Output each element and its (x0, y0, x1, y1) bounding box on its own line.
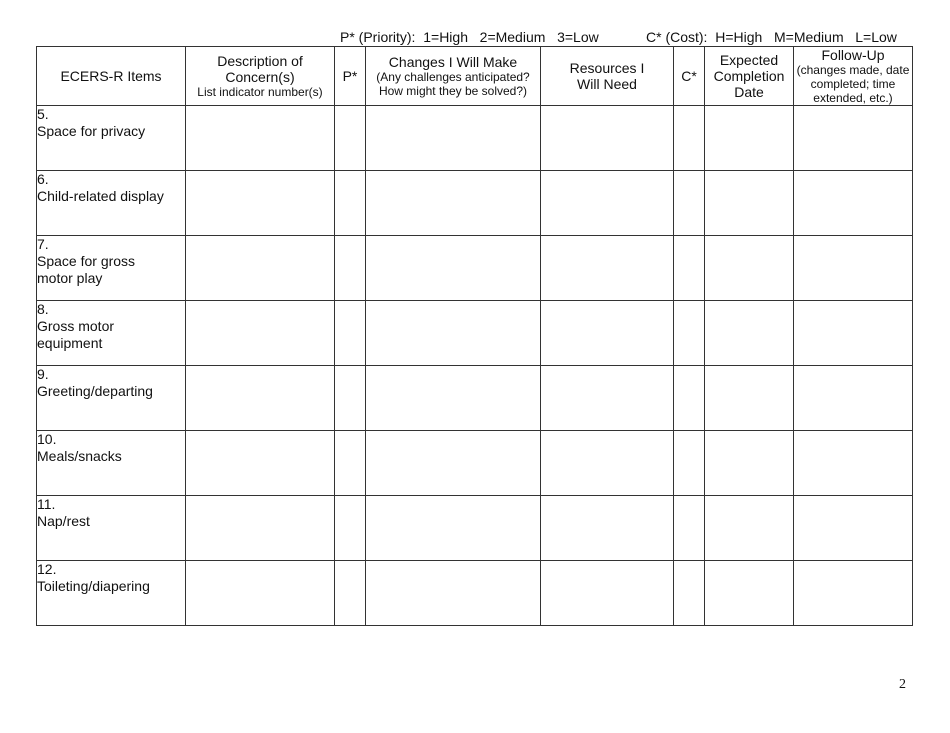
resources-cell[interactable] (541, 301, 674, 366)
table-row (37, 431, 913, 496)
item-cell (37, 366, 186, 431)
priority-cell[interactable] (335, 366, 366, 431)
table-row (37, 561, 913, 626)
completion-date-cell[interactable] (705, 366, 794, 431)
completion-date-cell[interactable] (705, 236, 794, 301)
page-number: 2 (899, 677, 906, 692)
completion-date-cell[interactable] (705, 301, 794, 366)
priority-cell[interactable] (335, 236, 366, 301)
follow-up-cell[interactable] (794, 561, 913, 626)
item-cell (37, 496, 186, 561)
follow-up-cell[interactable] (794, 366, 913, 431)
item-name: Gross motor equipment (37, 318, 115, 351)
item-cell (37, 301, 186, 366)
col-header-description (186, 47, 335, 106)
item-name: Toileting/diapering (37, 578, 150, 594)
priority-legend: P* (Priority): 1=High 2=Medium 3=Low (340, 29, 599, 45)
col-header-label: P* (342, 68, 358, 84)
item-name: Nap/rest (37, 513, 90, 529)
cost-cell[interactable] (674, 561, 705, 626)
header-row (37, 47, 913, 106)
table-row (37, 496, 913, 561)
item-number: 12. (37, 561, 57, 577)
follow-up-cell[interactable] (794, 431, 913, 496)
table-row (37, 236, 913, 301)
item-cell (37, 236, 186, 301)
cost-cell[interactable] (674, 301, 705, 366)
item-cell (37, 171, 186, 236)
description-cell[interactable] (186, 236, 335, 301)
col-header-label: Resources I Will Need (569, 60, 645, 92)
follow-up-cell[interactable] (794, 106, 913, 171)
changes-cell[interactable] (366, 171, 541, 236)
priority-cell[interactable] (335, 171, 366, 236)
item-number: 11. (37, 496, 56, 512)
completion-date-cell[interactable] (705, 431, 794, 496)
completion-date-cell[interactable] (705, 106, 794, 171)
completion-date-cell[interactable] (705, 171, 794, 236)
item-name: Meals/snacks (37, 448, 122, 464)
item-name: Greeting/departing (37, 383, 153, 399)
item-cell (37, 106, 186, 171)
resources-cell[interactable] (541, 431, 674, 496)
completion-date-cell[interactable] (705, 561, 794, 626)
cost-cell[interactable] (674, 366, 705, 431)
cost-cell[interactable] (674, 496, 705, 561)
description-cell[interactable] (186, 561, 335, 626)
cost-cell[interactable] (674, 171, 705, 236)
resources-cell[interactable] (541, 106, 674, 171)
changes-cell[interactable] (366, 431, 541, 496)
priority-cell[interactable] (335, 106, 366, 171)
changes-cell[interactable] (366, 561, 541, 626)
cost-legend: C* (Cost): H=High M=Medium L=Low (646, 29, 897, 45)
item-cell (37, 561, 186, 626)
description-cell[interactable] (186, 106, 335, 171)
col-header-sublabel: (changes made, date completed; time extended, etc.) (796, 63, 910, 105)
col-header-changes (366, 47, 541, 106)
col-header-priority (335, 47, 366, 106)
table-row (37, 301, 913, 366)
table-row (37, 366, 913, 431)
resources-cell[interactable] (541, 236, 674, 301)
col-header-label: Description of Concern(s) (217, 53, 303, 85)
follow-up-cell[interactable] (794, 301, 913, 366)
item-name: Space for privacy (37, 123, 146, 139)
description-cell[interactable] (186, 171, 335, 236)
item-name: Child-related display (37, 188, 164, 204)
item-number: 7. (37, 236, 49, 252)
description-cell[interactable] (186, 496, 335, 561)
priority-cell[interactable] (335, 561, 366, 626)
col-header-resources (541, 47, 674, 106)
col-header-label: C* (681, 68, 697, 84)
col-header-cost (674, 47, 705, 106)
changes-cell[interactable] (366, 106, 541, 171)
cost-cell[interactable] (674, 236, 705, 301)
description-cell[interactable] (186, 301, 335, 366)
changes-cell[interactable] (366, 496, 541, 561)
item-number: 10. (37, 431, 57, 447)
cost-cell[interactable] (674, 431, 705, 496)
completion-date-cell[interactable] (705, 496, 794, 561)
table-row (37, 106, 913, 171)
changes-cell[interactable] (366, 301, 541, 366)
item-number: 6. (37, 171, 49, 187)
col-header-sublabel: List indicator number(s) (197, 85, 323, 99)
col-header-sublabel: (Any challenges anticipated? How might they be solved?) (376, 70, 530, 98)
item-name: Space for gross motor play (37, 253, 136, 286)
resources-cell[interactable] (541, 561, 674, 626)
priority-cell[interactable] (335, 301, 366, 366)
resources-cell[interactable] (541, 496, 674, 561)
col-header-ecers-items (37, 47, 186, 106)
col-header-label: ECERS-R Items (60, 68, 162, 84)
resources-cell[interactable] (541, 171, 674, 236)
resources-cell[interactable] (541, 366, 674, 431)
improvement-plan-table (36, 46, 913, 626)
follow-up-cell[interactable] (794, 496, 913, 561)
item-number: 9. (37, 366, 49, 382)
priority-cell[interactable] (335, 496, 366, 561)
follow-up-cell[interactable] (794, 171, 913, 236)
changes-cell[interactable] (366, 236, 541, 301)
col-header-label: Changes I Will Make (388, 54, 518, 70)
col-header-follow-up (794, 47, 913, 106)
item-number: 8. (37, 301, 49, 317)
item-cell (37, 431, 186, 496)
follow-up-cell[interactable] (794, 236, 913, 301)
item-number: 5. (37, 106, 49, 122)
cost-cell[interactable] (674, 106, 705, 171)
changes-cell[interactable] (366, 366, 541, 431)
col-header-label: Follow-Up (821, 47, 885, 63)
col-header-completion-date (705, 47, 794, 106)
col-header-label: Expected Completion Date (713, 52, 785, 100)
description-cell[interactable] (186, 431, 335, 496)
description-cell[interactable] (186, 366, 335, 431)
priority-cell[interactable] (335, 431, 366, 496)
table-row (37, 171, 913, 236)
